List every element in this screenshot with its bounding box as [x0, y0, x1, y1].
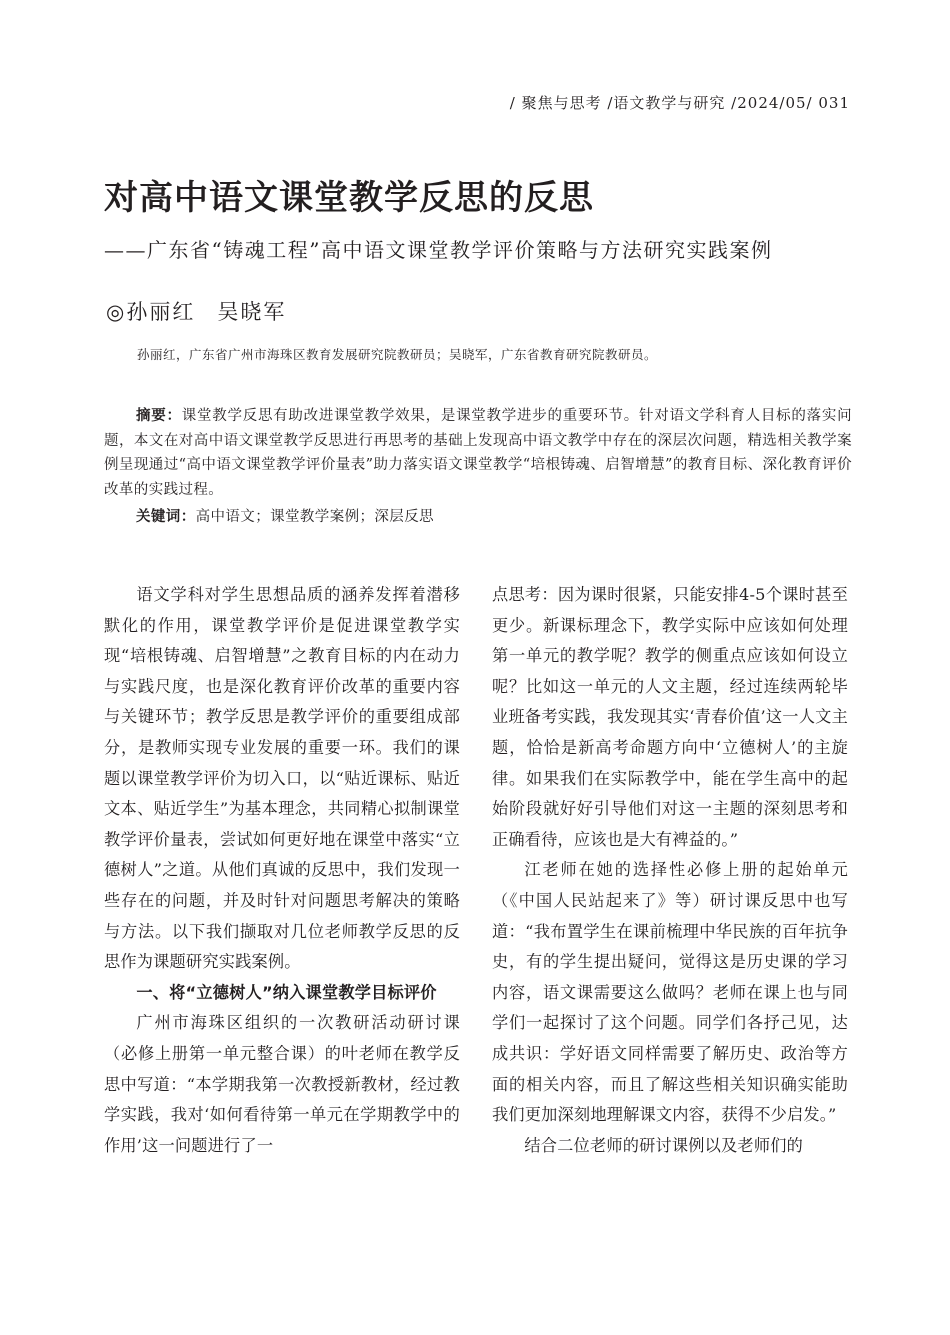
author-mark-icon: ◎: [106, 300, 127, 324]
author-name: 孙丽红: [126, 300, 196, 324]
body-paragraph: 江老师在她的选择性必修上册的起始单元（《中国人民站起来了》等）研讨课反思中也写道：“我布置学生在课前梳理中华民族的百年抗争史，有的学生提出疑问，觉得这是历史课的学习内容，语文课需要这么做吗？老师在课上也与同学们一起探讨了这个问题。同学们各抒己见，达成共识：学好语文同样需要了解历史、政治等方面的相关内容，而且了解这些相关知识确实能助我们更加深刻地理解课文内容，获得不少启发。”: [492, 860, 848, 1125]
section-heading: 一、将“立德树人”纳入课堂教学目标评价: [136, 982, 437, 1002]
abstract-label: 摘要：: [136, 408, 182, 424]
author-affiliation: 孙丽红，广东省广州市海珠区教育发展研究院教研员；吴晓军，广东省教育研究院教研员。: [137, 347, 658, 362]
abstract-text: 课堂教学反思有助改进课堂教学效果，是课堂教学进步的重要环节。针对语文学科育人目标的落实问题，本文在对高中语文课堂教学反思进行再思考的基础上发现高中语文教学中存在的深层次问题，精选相关教学案例呈现通过“高中语文课堂教学评价量表”助力落实语文课堂教学“培根铸魂、启智增慧”的教育目标、深化教育评价改革的实践过程。: [104, 408, 852, 498]
body-paragraph: 语文学科对学生思想品质的涵养发挥着潜移默化的作用，课堂教学评价是促进课堂教学实现“培根铸魂、启智增慧”之教育目标的内在动力与实践尺度，也是深化教育评价改革的重要内容与关键环节；教学反思是教学评价的重要组成部分，是教师实现专业发展的重要一环。我们的课题以课堂教学评价为切入口，以“贴近课标、贴近文本、贴近学生”为基本理念，共同精心拟制课堂教学评价量表，尝试如何更好地在课堂中落实“立德树人”之道。从他们真诚的反思中，我们发现一些存在的问题，并及时针对问题思考解决的策略与方法。以下我们撷取对几位老师教学反思的反思作为课题研究实践案例。: [104, 585, 460, 972]
running-head: / 聚焦与思考 /语文教学与研究 /2024/05/ 031: [509, 94, 850, 112]
body-column-left: [104, 580, 460, 1161]
keywords-text: 高中语文；课堂教学案例；深层反思: [195, 509, 435, 525]
article-title: 对高中语文课堂教学反思的反思: [104, 178, 594, 218]
abstract: [104, 404, 852, 502]
body-paragraph: 结合二位老师的研讨课例以及老师们的: [524, 1135, 803, 1155]
author-line: [106, 296, 286, 326]
body-paragraph: 广州市海珠区组织的一次教研活动研讨课（必修上册第一单元整合课）的叶老师在教学反思中写道：“本学期我第一次教授新教材，经过教学实践，我对‘如何看待第一单元在学期教学中的作用’这一问题进行了一: [104, 1013, 460, 1155]
author-name: 吴晓军: [217, 300, 287, 324]
keywords-label: 关键词：: [136, 509, 196, 525]
article-subtitle: ——广东省“铸魂工程”高中语文课堂教学评价策略与方法研究实践案例: [104, 238, 773, 262]
body-column-right: [492, 580, 848, 1161]
keywords: [136, 505, 434, 526]
body-paragraph: 点思考：因为课时很紧，只能安排4-5个课时甚至更少。新课标理念下，教学实际中应该如何处理第一单元的教学呢？教学的侧重点应该如何设立呢？比如这一单元的人文主题，经过连续两轮毕业班备考实践，我发现其实‘青春价值’这一人文主题，恰恰是新高考命题方向中‘立德树人’的主旋律。如果我们在实际教学中，能在学生高中的起始阶段就好好引导他们对这一主题的深刻思考和正确看待，应该也是大有裨益的。”: [492, 585, 848, 849]
